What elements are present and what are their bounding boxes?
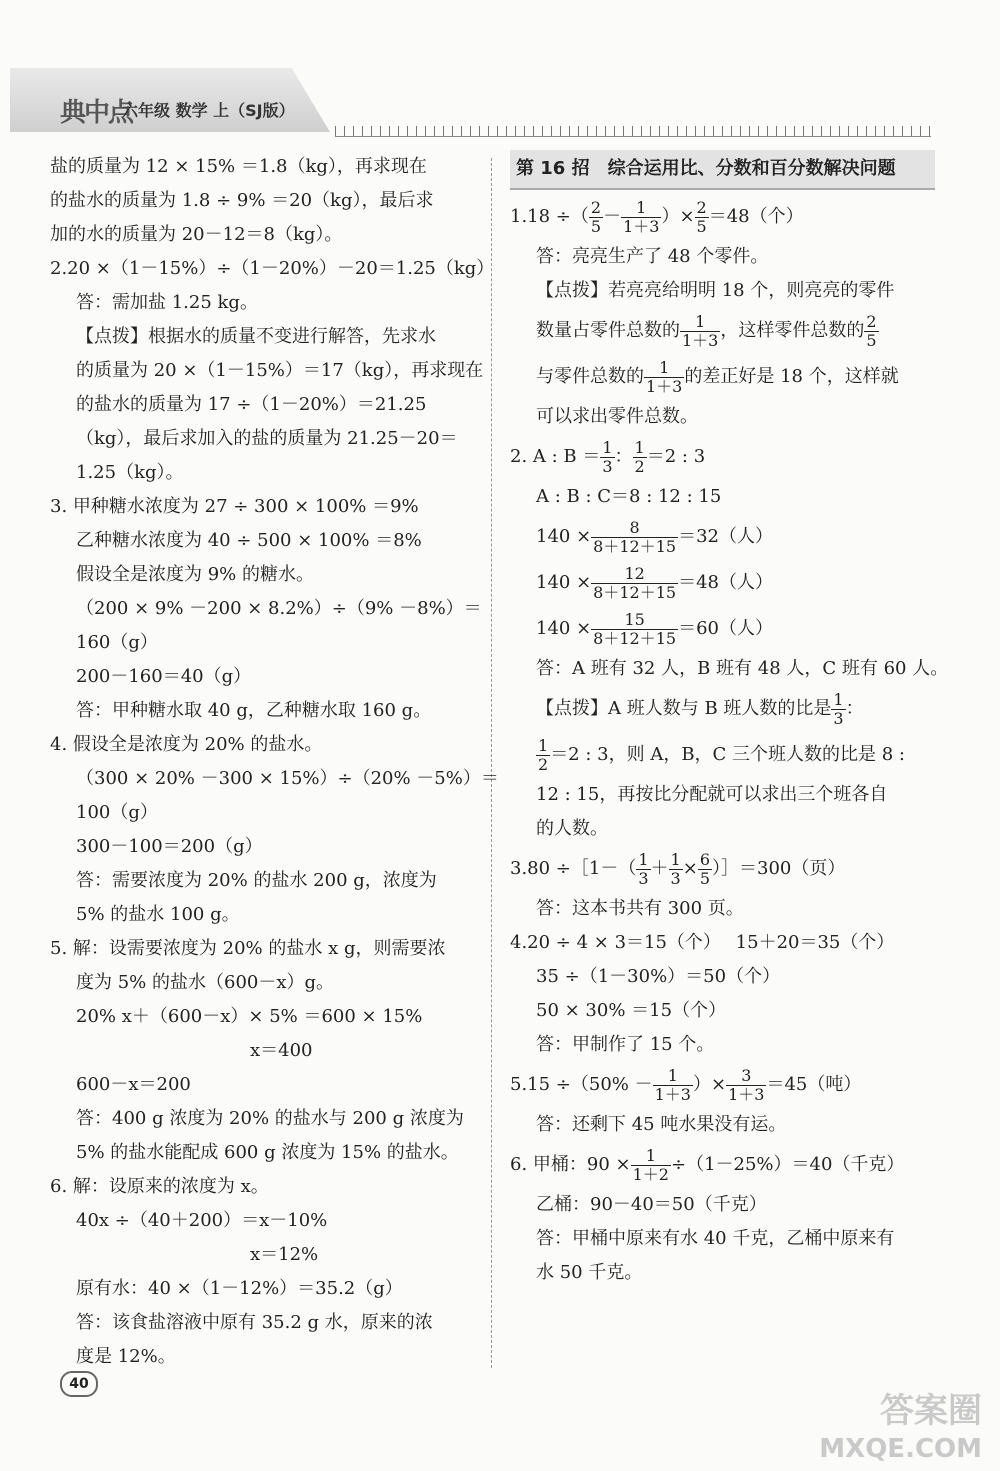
text-line: （200 × 9% －200 × 8.2%）÷（9% －8%）＝: [76, 598, 482, 619]
denominator: 5: [699, 868, 710, 888]
calc-line: [510, 606, 935, 652]
text-line: 加的水的质量为 20－12＝8（kg）。: [50, 224, 343, 245]
answer-line: 答：甲桶中原来有水 40 千克，乙桶中原来有: [536, 1228, 895, 1249]
denominator: 2: [634, 456, 645, 476]
watermark-url: MXQE.COM: [819, 1434, 982, 1464]
numerator: 15: [591, 611, 678, 630]
text-line: A : B : C＝8 : 12 : 15: [536, 486, 722, 507]
answer-line: 答：需加盐 1.25 kg。: [76, 292, 258, 313]
fraction: [726, 1067, 766, 1104]
text-line: 4. 假设全是浓度为 20% 的盐水。: [50, 734, 323, 755]
text-line: 5% 的盐水 100 g。: [76, 904, 240, 925]
denominator: 1＋3: [728, 1084, 765, 1104]
text-line: 3. 甲种糖水浓度为 27 ÷ 300 × 100% ＝9%: [50, 496, 419, 517]
text-line: 40x ÷（40＋200）＝x－10%: [76, 1210, 328, 1231]
answer-line: 答：亮亮生产了 48 个零件。: [536, 246, 769, 267]
text-line: 600－x＝200: [76, 1074, 191, 1095]
calc-line: [510, 514, 935, 560]
hint-line: 12 : 15，再按比分配就可以求出三个班各自: [536, 784, 888, 805]
text-line: 160（g）: [76, 632, 158, 653]
right-column: [510, 150, 949, 1290]
numerator: 12: [591, 565, 678, 584]
numerator: 1: [631, 1147, 671, 1166]
text-line: 的质量为 20 ×（1－15%）＝17（kg），再求现在: [76, 360, 484, 381]
q3-formula: [510, 846, 935, 892]
text-span: ）］＝300（页）: [712, 858, 846, 879]
text-line: 35 ÷（1－30%）＝50（个）: [536, 966, 781, 987]
fraction: [695, 199, 709, 236]
denominator: 8＋12＋15: [593, 628, 677, 648]
text-span: ）×: [693, 1074, 727, 1095]
text-line: 度是 12%。: [76, 1346, 176, 1367]
left-column: [50, 150, 499, 1374]
numerator: 1: [602, 437, 613, 457]
fraction: [831, 691, 845, 728]
text-span: ：: [845, 698, 864, 719]
text-line: 5. 解：设需要浓度为 20% 的盐水 x g，则需要浓: [50, 938, 446, 959]
answer-line: 答：400 g 浓度为 20% 的盐水与 200 g 浓度为: [76, 1108, 464, 1129]
denominator: 8＋12＋15: [593, 536, 677, 556]
q1-formula: [510, 194, 935, 240]
fraction: [680, 313, 720, 350]
answer-line: 答：甲种糖水取 40 g，乙种糖水取 160 g。: [76, 700, 432, 721]
fraction: [536, 737, 550, 774]
denominator: 5: [866, 330, 877, 350]
fraction: [600, 439, 614, 476]
denominator: 1＋3: [654, 1084, 691, 1104]
text-span: 数量占零件总数的: [536, 320, 680, 341]
fraction: [631, 1147, 671, 1184]
text-line: 100（g）: [76, 802, 158, 823]
hint-line: [510, 308, 935, 354]
text-line: 的盐水的质量为 1.8 ÷ 9% ＝20（kg），最后求: [50, 190, 434, 211]
answer-line: 答：这本书共有 300 页。: [536, 898, 744, 919]
denominator: 1＋3: [623, 216, 660, 236]
hint-line: [510, 732, 935, 778]
fraction: [636, 851, 650, 888]
text-line: 盐的质量为 12 × 15% ＝1.8（kg），再求现在: [50, 156, 427, 177]
text-line: x＝12%: [250, 1244, 319, 1265]
section-title: 第 16 招 综合运用比、分数和百分数解决问题: [510, 150, 935, 190]
text-line: 原有水：40 ×（1－12%）＝35.2（g）: [76, 1278, 403, 1299]
denominator: 1＋3: [646, 376, 683, 396]
denominator: 3: [602, 456, 613, 476]
fraction: [669, 851, 683, 888]
header-ruler: [335, 126, 931, 137]
text-span: 6. 甲桶：90 ×: [510, 1154, 631, 1175]
answer-line: 答：需要浓度为 20% 的盐水 200 g，浓度为: [76, 870, 437, 891]
text-line: 4.20 ÷ 4 × 3＝15（个） 15＋20＝35（个）: [510, 932, 895, 953]
text-line: 20% x＋（600－x）× 5% ＝600 × 15%: [76, 1006, 423, 1027]
hint-line: 的人数。: [536, 818, 608, 839]
fraction: [591, 565, 678, 602]
text-span: ÷（1－25%）＝40（千克）: [670, 1154, 905, 1175]
page-number: 40: [60, 1371, 98, 1397]
text-span: 与零件总数的: [536, 366, 644, 387]
page-header: [10, 68, 340, 136]
numerator: 2: [590, 197, 602, 217]
text-span: ：: [614, 446, 633, 467]
text-line: 度为 5% 的盐水（600－x）g。: [76, 972, 335, 993]
denominator: 3: [670, 868, 681, 888]
numerator: 1: [644, 359, 684, 378]
text-span: 5.15 ÷（50% －: [510, 1074, 653, 1095]
text-line: 的盐水的质量为 17 ÷（1－20%）＝21.25: [76, 394, 427, 415]
text-span: ＝48（个）: [708, 206, 804, 227]
numerator: 1: [833, 689, 844, 709]
watermark-title: 答案圈: [880, 1391, 982, 1431]
numerator: 2: [866, 311, 877, 331]
numerator: 1: [680, 313, 720, 332]
numerator: 6: [699, 849, 710, 869]
hint-line: 【点拨】若亮亮给明明 18 个，则亮亮的零件: [536, 280, 895, 301]
fraction: [864, 313, 878, 350]
answer-line: 答：该食盐溶液中原有 35.2 g 水，原来的浓: [76, 1312, 433, 1333]
denominator: 5: [696, 216, 707, 236]
text-line: （300 × 20% －300 × 15%）÷（20% －5%）＝: [76, 768, 499, 789]
q2-formula: [510, 434, 935, 480]
text-span: ）×: [661, 206, 695, 227]
fraction: [621, 199, 661, 236]
calc-line: [510, 560, 935, 606]
numerator: 1: [538, 735, 549, 755]
denominator: 1＋2: [632, 1164, 669, 1184]
text-span: 的差正好是 18 个，这样就: [684, 366, 899, 387]
q6-formula: [510, 1142, 935, 1188]
hint-line: [510, 686, 935, 732]
hint-line: 可以求出零件总数。: [536, 406, 698, 427]
text-span: ，这样零件总数的: [720, 320, 865, 341]
answer-line: 答：甲制作了 15 个。: [536, 1034, 715, 1055]
numerator: 8: [591, 519, 678, 538]
q5-formula: [510, 1062, 935, 1108]
hint-line: [510, 354, 935, 400]
denominator: 8＋12＋15: [593, 582, 677, 602]
text-line: 水 50 千克。: [536, 1262, 643, 1283]
denominator: 2: [538, 754, 549, 774]
text-line: x＝400: [250, 1040, 313, 1061]
numerator: 1: [634, 437, 645, 457]
text-line: 6. 解：设原来的浓度为 x。: [50, 1176, 269, 1197]
fraction: [698, 851, 712, 888]
text-span: ＝2 : 3，则 A，B，C 三个班人数的比是 8 :: [550, 744, 906, 765]
brand-logo: 典中点: [60, 98, 133, 128]
text-span: ＝45（吨）: [766, 1074, 862, 1095]
text-line: 乙种糖水浓度为 40 ÷ 500 × 100% ＝8%: [76, 530, 422, 551]
text-line: 5% 的盐水能配成 600 g 浓度为 15% 的盐水。: [76, 1142, 459, 1163]
numerator: 1: [638, 849, 649, 869]
watermark: [819, 1392, 982, 1468]
denominator: 5: [590, 216, 602, 236]
numerator: 3: [726, 1067, 766, 1086]
text-span: 140 ×: [536, 572, 592, 593]
text-span: 2. A : B ＝: [510, 446, 601, 467]
text-line: （kg），最后求加入的盐的质量为 21.25－20＝: [76, 428, 458, 449]
text-line: 2.20 ×（1－15%）÷（1－20%）－20＝1.25（kg）: [50, 258, 495, 279]
text-span: ×: [682, 858, 698, 879]
fraction: [653, 1067, 693, 1104]
text-line: 假设全是浓度为 9% 的糖水。: [76, 564, 314, 585]
denominator: 3: [638, 868, 649, 888]
text-span: 140 ×: [536, 526, 592, 547]
numerator: 1: [670, 849, 681, 869]
hint-line: 【点拨】根据水的质量不变进行解答，先求水: [76, 326, 436, 347]
text-span: 3.80 ÷［1－（: [510, 858, 637, 879]
numerator: 1: [621, 199, 661, 218]
fraction: [591, 611, 678, 648]
numerator: 2: [696, 197, 707, 217]
denominator: 3: [833, 708, 844, 728]
text-span: 1.18 ÷（: [510, 206, 589, 227]
text-span: ＝48（人）: [678, 572, 773, 593]
text-line: 200－160＝40（g）: [76, 666, 252, 687]
text-span: －: [603, 206, 622, 227]
text-span: ＋: [650, 858, 669, 879]
fraction: [589, 199, 603, 236]
fraction: [644, 359, 684, 396]
text-line: 50 × 30% ＝15（个）: [536, 1000, 727, 1021]
text-span: ＝60（人）: [678, 618, 773, 639]
answer-line: 答：A 班有 32 人，B 班有 48 人，C 班有 60 人。: [536, 658, 949, 679]
book-subtitle: 六年级 数学 上（SJ版）: [122, 101, 295, 120]
text-span: ＝32（人）: [678, 526, 773, 547]
text-span: 【点拨】A 班人数与 B 班人数的比是: [536, 698, 832, 719]
answer-line: 答：还剩下 45 吨水果没有运。: [536, 1114, 787, 1135]
text-span: ＝2 : 3: [646, 446, 706, 467]
denominator: 1＋3: [682, 330, 719, 350]
fraction: [633, 439, 647, 476]
text-line: 1.25（kg）。: [76, 462, 184, 483]
text-line: 乙桶：90－40＝50（千克）: [536, 1194, 767, 1215]
text-span: 140 ×: [536, 618, 592, 639]
fraction: [591, 519, 678, 556]
text-line: 300－100＝200（g）: [76, 836, 263, 857]
numerator: 1: [653, 1067, 693, 1086]
